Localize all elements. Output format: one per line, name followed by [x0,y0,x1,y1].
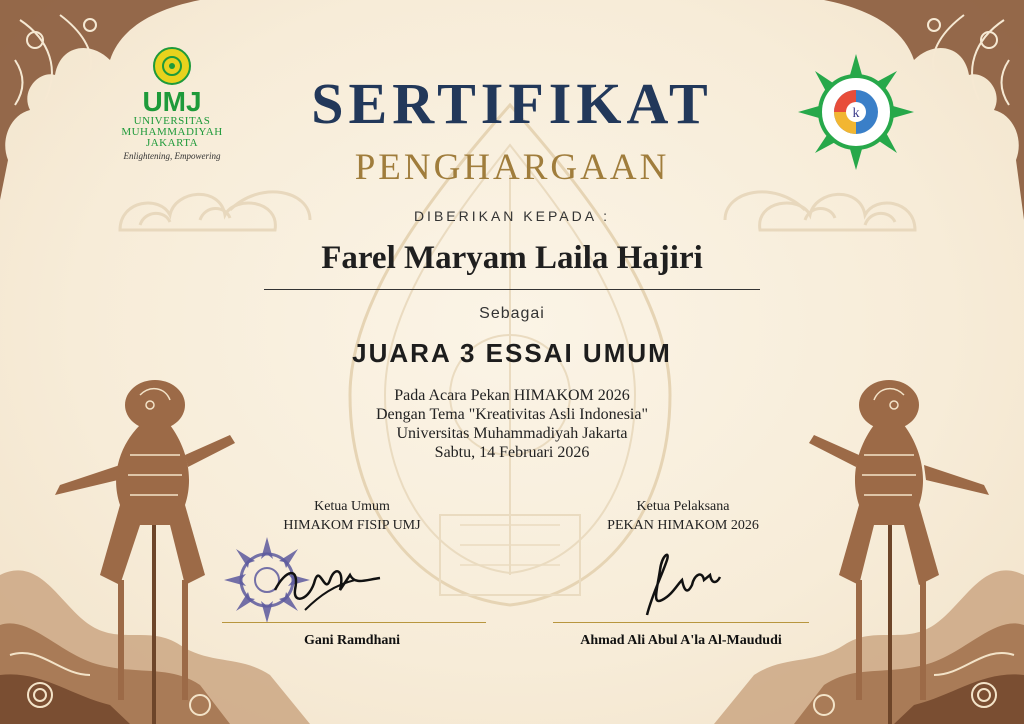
umj-line3: JAKARTA [145,137,199,149]
event-details [0,386,1024,462]
certificate-title: SERTIFIKAT [311,71,713,136]
left-signer-role [222,497,482,535]
recipient-name: Farel Maryam Laila Hajiri [321,240,703,276]
event-details-line: Sabtu, 14 Februari 2026 [434,444,590,461]
umj-line1: UNIVERSITAS [133,115,211,127]
left-role-line2: HIMAKOM FISIP UMJ [283,518,421,533]
left-role-line1: Ketua Umum [314,499,390,514]
right-signature-line [553,622,809,623]
event-details-line: Universitas Muhammadiyah Jakarta [396,425,628,442]
umj-line2: MUHAMMADIYAH [121,126,223,138]
as-label: Sebagai [479,305,545,322]
left-signature-scribble [265,550,385,625]
right-signer-name: Ahmad Ali Abul A'la Al-Maududi [580,633,782,648]
right-signer-role [553,497,813,535]
left-signer-name: Gani Ramdhani [303,633,401,648]
umj-abbr: UMJ [142,86,202,117]
event-details-line: Dengan Tema "Kreativitas Asli Indonesia" [375,406,649,423]
recipient-underline [264,289,760,290]
certificate-subtitle: PENGHARGAAN [354,147,670,188]
right-role-line1: Ketua Pelaksana [636,499,730,514]
himakom-k-letter: k [852,106,860,121]
given-to-label: DIBERIKAN KEPADA : [413,208,611,224]
right-signature-scribble [632,545,732,630]
left-signature-line [222,622,486,623]
umj-tagline: Enlightening, Empowering [123,151,221,161]
right-role-line2: PEKAN HIMAKOM 2026 [607,518,759,533]
event-details-line: Pada Acara Pekan HIMAKOM 2026 [394,387,630,404]
award-title: JUARA 3 ESSAI UMUM [352,338,672,368]
